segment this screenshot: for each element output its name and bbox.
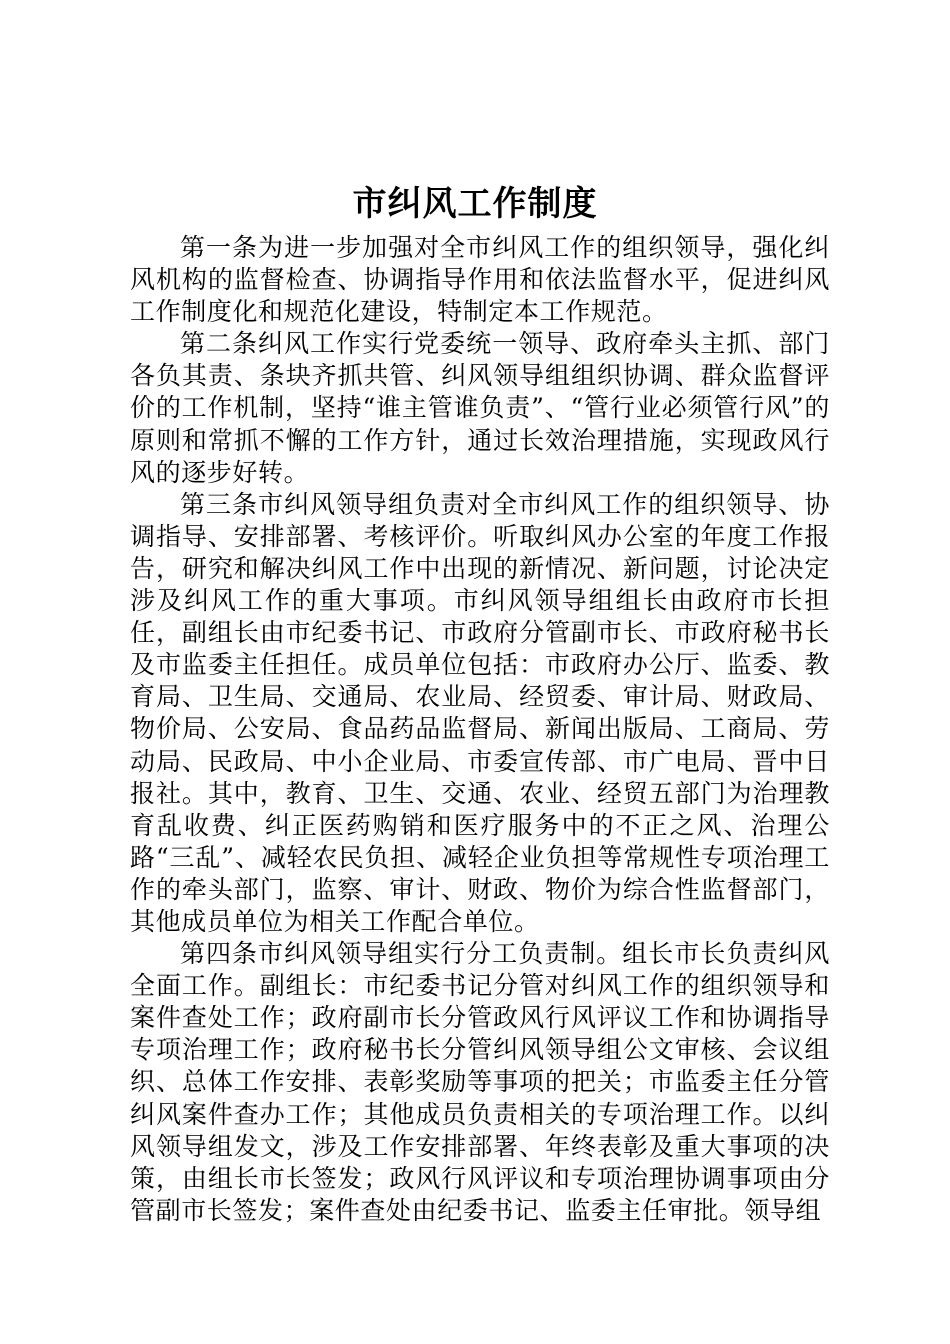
document-body [130, 232, 830, 1227]
article-2-paragraph: 第二条纠风工作实行党委统一领导、政府牵头主抓、部门各负其责、条块齐抓共管、纠风领导组组织协调、群众监督评价的工作机制，坚持“谁主管谁负责”、“管行业必须管行风”的原则和常抓不懈的工作方针，通过长效治理措施，实现政风行风的逐步好转。 [130, 329, 830, 487]
article-3-paragraph: 第三条市纠风领导组负责对全市纠风工作的组织领导、协调指导、安排部署、考核评价。听取纠风办公室的年度工作报告，研究和解决纠风工作中出现的新情况、新问题，讨论决定涉及纠风工作的重大事项。市纠风领导组组长由政府市长担任，副组长由市纪委书记、市政府分管副市长、市政府秘书长及市监委主任担任。成员单位包括：市政府办公厅、监委、教育局、卫生局、交通局、农业局、经贸委、审计局、财政局、物价局、公安局、食品药品监督局、新闻出版局、工商局、劳动局、民政局、中小企业局、市委宣传部、市广电局、晋中日报社。其中，教育、卫生、交通、农业、经贸五部门为治理教育乱收费、纠正医药购销和医疗服务中的不正之风、治理公路“三乱”、减轻农民负担、减轻企业负担等常规性专项治理工作的牵头部门，监察、审计、财政、物价为综合性监督部门，其他成员单位为相关工作配合单位。 [130, 489, 830, 936]
document-title: 市纠风工作制度 [352, 184, 598, 224]
article-4-paragraph: 第四条市纠风领导组实行分工负责制。组长市长负责纠风全面工作。副组长：市纪委书记分管对纠风工作的组织领导和案件查处工作；政府副市长分管政风行风评议工作和协调指导专项治理工作；政府秘书长分管纠风领导组公文审核、会议组织、总体工作安排、表彰奖励等事项的把关；市监委主任分管纠风案件查办工作；其他成员负责相关的专项治理工作。以纠风领导组发文，涉及工作安排部署、年终表彰及重大事项的决策，由组长市长签发；政风行风评议和专项治理协调事项由分管副市长签发；案件查处由纪委书记、监委主任审批。领导组 [130, 939, 830, 1225]
article-1-paragraph: 第一条为进一步加强对全市纠风工作的组织领导，强化纠风机构的监督检查、协调指导作用和依法监督水平，促进纠风工作制度化和规范化建设，特制定本工作规范。 [130, 233, 830, 327]
